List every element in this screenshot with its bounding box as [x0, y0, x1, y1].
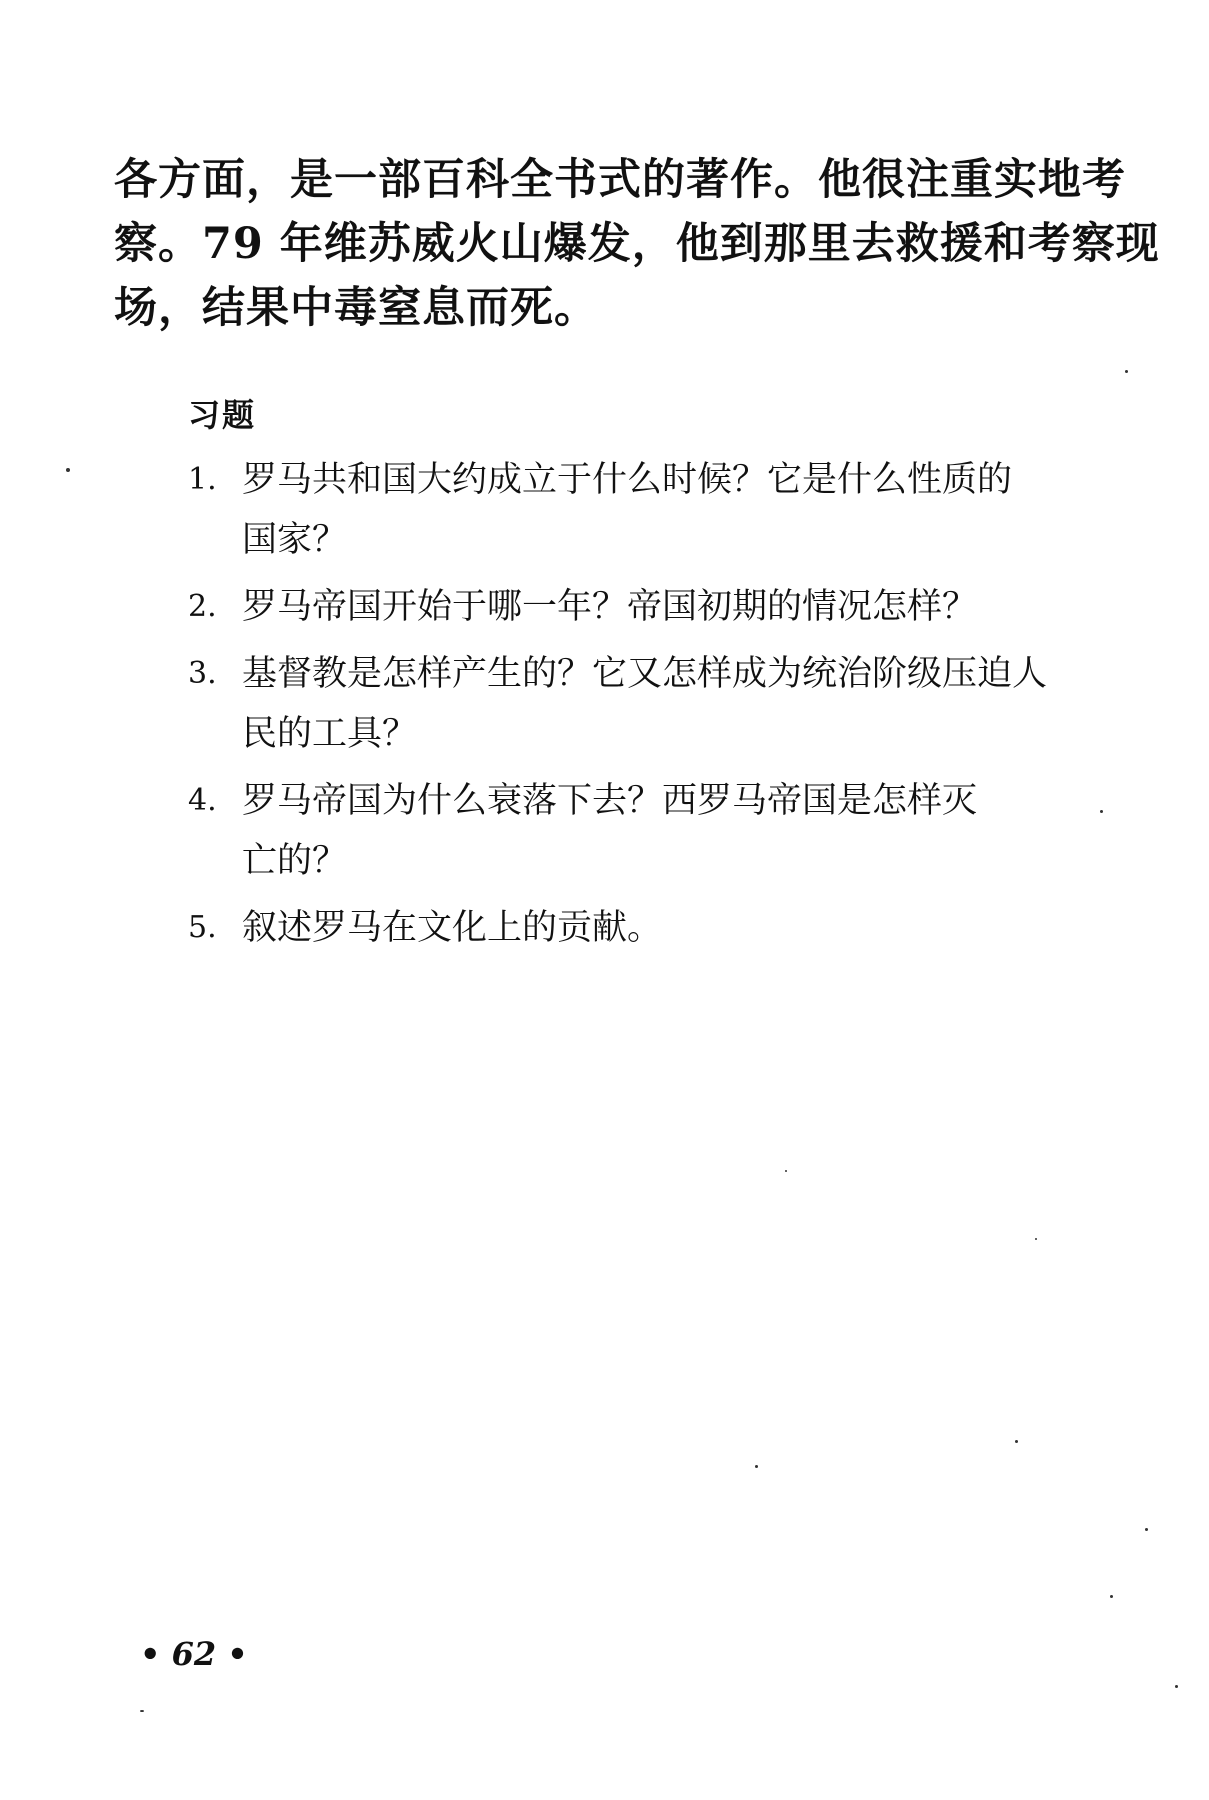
exercise-text [242, 771, 1088, 891]
body-paragraph [114, 148, 1160, 340]
scan-speck [1175, 1685, 1178, 1688]
exercises-heading: 习题 [188, 396, 257, 434]
exercise-text [242, 644, 1088, 764]
paragraph-line: 各方面，是一部百科全书式的著作。他很注重实地考 [114, 155, 1126, 205]
paragraph-line: 场，结果中毒窒息而死。 [114, 283, 598, 333]
exercise-number: 4. [188, 783, 217, 818]
scan-speck [785, 1170, 787, 1172]
exercise-number: 2. [188, 589, 217, 624]
exercise-list [188, 450, 1088, 965]
exercise-number: 1. [188, 462, 217, 497]
exercise-number: 5. [188, 910, 217, 945]
exercise-line: 民的工具？ [242, 714, 418, 754]
scan-speck [755, 1465, 758, 1468]
scan-speck [140, 1710, 144, 1712]
exercise-line: 罗马共和国大约成立于什么时候？它是什么性质的 [242, 460, 1013, 500]
scan-speck [1125, 370, 1128, 373]
scan-speck [1035, 1238, 1037, 1240]
scan-speck [1110, 1595, 1113, 1598]
exercise-item-3 [188, 644, 1088, 764]
exercise-line: 国家？ [242, 520, 348, 560]
exercise-text [242, 898, 1088, 958]
paragraph-line: 察。79 年维苏威火山爆发，他到那里去救援和考察现 [114, 219, 1160, 269]
exercise-item-5 [188, 898, 1088, 958]
scan-speck [1100, 810, 1103, 813]
exercise-line: 罗马帝国为什么衰落下去？西罗马帝国是怎样灭 [242, 781, 978, 821]
scan-speck [66, 468, 70, 472]
exercise-number: 3. [188, 656, 217, 691]
scan-speck [1145, 1528, 1148, 1531]
exercise-text [242, 450, 1088, 570]
exercise-line: 罗马帝国开始于哪一年？帝国初期的情况怎样？ [242, 587, 978, 627]
exercise-line: 叙述罗马在文化上的贡献。 [242, 908, 663, 948]
page-number: • 62 • [140, 1635, 248, 1673]
exercise-item-2 [188, 577, 1088, 637]
exercise-line: 亡的？ [242, 841, 348, 881]
scan-speck [1015, 1440, 1018, 1443]
exercise-text [242, 577, 1088, 637]
exercise-line: 基督教是怎样产生的？它又怎样成为统治阶级压迫人 [242, 654, 1048, 694]
exercise-item-4 [188, 771, 1088, 891]
exercise-item-1 [188, 450, 1088, 570]
